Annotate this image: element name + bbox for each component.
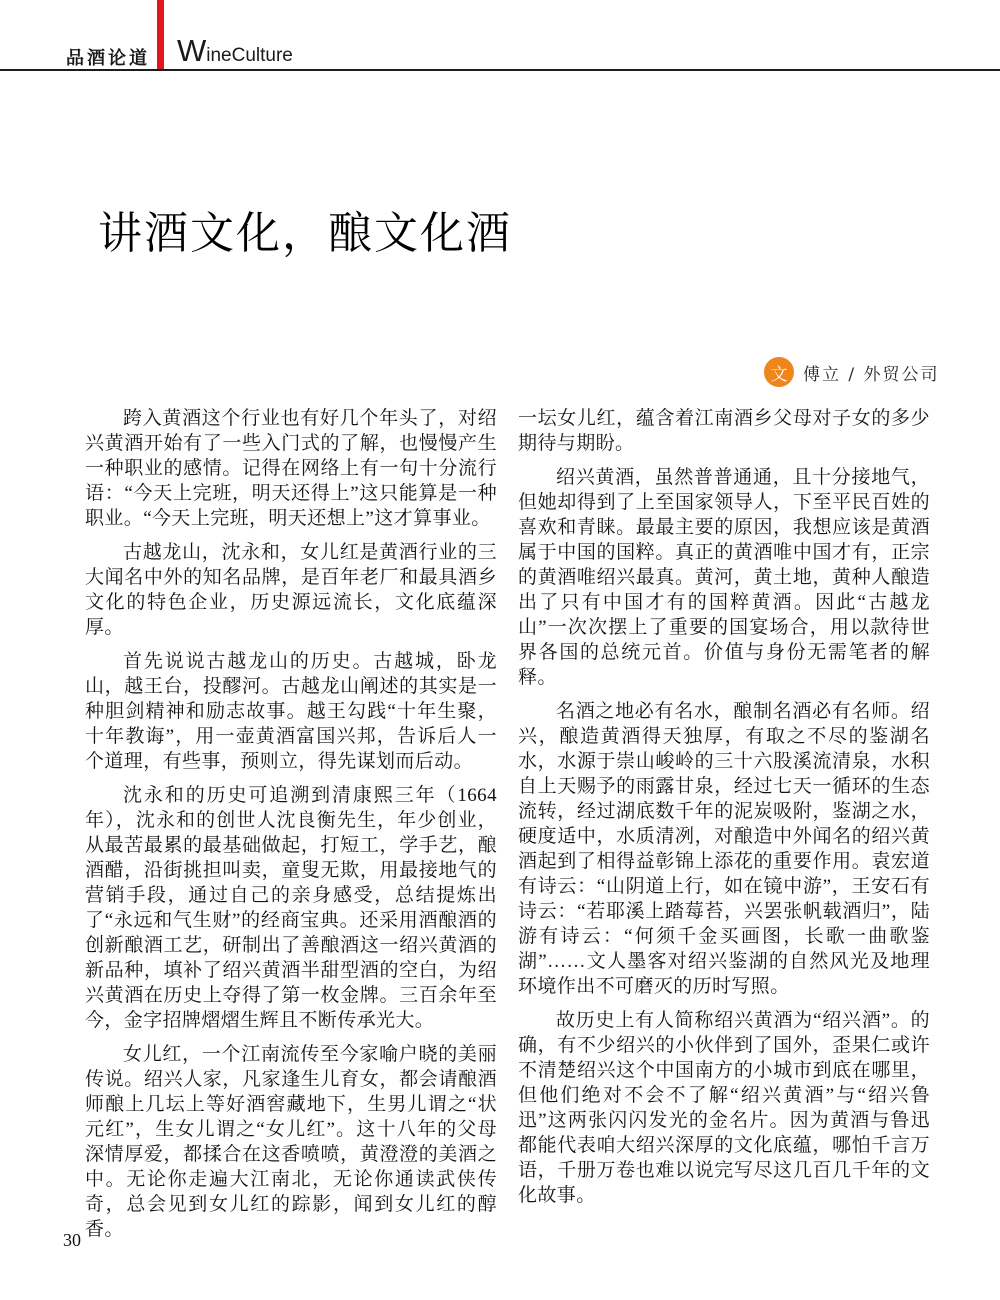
- article-title: 讲酒文化，酿文化酒: [98, 209, 512, 259]
- byline-author: 傅立 / 外贸公司: [803, 364, 940, 385]
- header-accent-bar: [157, 0, 164, 70]
- body-column-left: [85, 406, 497, 1251]
- body-paragraph: 名酒之地必有名水，酿制名酒必有名师。绍兴，酿造黄酒得天独厚，有取之不尽的鉴湖名水，水源于崇山峻岭的三十六股溪流清泉，水积自上天赐予的雨露甘泉，经过七天一循环的生态流转，经过湖底数千年的泥炭吸附，鉴湖之水，硬度适中，水质清冽，对酿造中外闻名的绍兴黄酒起到了相得益彰锦上添花的重要作用。袁宏道有诗云：“山阴道上行，如在镜中游”，王安石有诗云：“若耶溪上踏莓苔，兴罢张帆载酒归”，陆游有诗云：“何须千金买画图，长歌一曲歌鉴湖”……文人墨客对绍兴鉴湖的自然风光及地理环境作出不可磨灭的历时写照。: [518, 701, 930, 997]
- body-paragraph: 古越龙山，沈永和，女儿红是黄酒行业的三大闻名中外的知名品牌，是百年老厂和最具酒乡文化的特色企业，历史源远流长，文化底蕴深厚。: [85, 542, 497, 638]
- body-paragraph: 绍兴黄酒，虽然普普通通，且十分接地气，但她却得到了上至国家领导人，下至平民百姓的喜欢和青睐。最最主要的原因，我想应该是黄酒属于中国的国粹。真正的黄酒唯中国才有，正宗的黄酒唯绍兴最真。黄河，黄土地，黄种人酿造出了只有中国才有的国粹黄酒。因此“古越龙山”一次次摆上了重要的国宴场合，用以款待世界各国的总统元首。价值与身份无需笔者的解释。: [518, 467, 930, 688]
- author-wen-icon: 文: [764, 357, 794, 387]
- section-title-cn: 品酒论道: [66, 48, 150, 68]
- body-paragraph: 首先说说古越龙山的历史。古越城，卧龙山，越王台，投醪河。古越龙山阐述的其实是一种胆剑精神和励志故事。越王勾践“十年生聚，十年教诲”，用一壶黄酒富国兴邦，告诉后人一个道理，有些事，预则立，得先谋划而后动。: [85, 651, 497, 772]
- body-paragraph: 跨入黄酒这个行业也有好几个年头了，对绍兴黄酒开始有了一些入门式的了解，也慢慢产生一种职业的感情。记得在网络上有一句十分流行语：“今天上完班，明天还得上”这只能算是一种职业。“今天上完班，明天还想上”这才算事业。: [85, 408, 497, 529]
- body-paragraph: 沈永和的历史可追溯到清康熙三年（1664年），沈永和的创世人沈良衡先生，年少创业，从最苦最累的最基础做起，打短工，学手艺，酿酒醋，沿街挑担叫卖，童叟无欺，用最接地气的营销手段，通过自己的亲身感受，总结提炼出了“永远和气生财”的经商宝典。还采用酒酿酒的创新酿酒工艺，研制出了善酿酒这一绍兴黄酒的新品种，填补了绍兴黄酒半甜型酒的空白，为绍兴黄酒在历史上夺得了第一枚金牌。三百余年至今，金字招牌熠熠生辉且不断传承光大。: [85, 785, 497, 1031]
- body-paragraph: 女儿红，一个江南流传至今家喻户晓的美丽传说。绍兴人家，凡家逢生儿育女，都会请酿酒师酿上几坛上等好酒窖藏地下，生男儿谓之“状元红”，生女儿谓之“女儿红”。这十八年的父母深情厚爱，都揉合在这香喷喷，黄澄澄的美酒之中。无论你走遍大江南北，无论你通读武侠传奇，总会见到女儿红的踪影，闻到女儿红的醇香。: [85, 1044, 497, 1240]
- body-column-right: [518, 406, 930, 1217]
- byline: [764, 357, 940, 387]
- magazine-name: [177, 33, 293, 69]
- body-paragraph: 一坛女儿红，蕴含着江南酒乡父母对子女的多少期待与期盼。: [518, 408, 930, 454]
- magazine-name-rest: ineCulture: [206, 45, 293, 66]
- body-paragraph: 故历史上有人简称绍兴黄酒为“绍兴酒”。的确，有不少绍兴的小伙伴到了国外，歪果仁或许不清楚绍兴这个中国南方的小城市到底在哪里，但他们绝对不会不了解“绍兴黄酒”与“绍兴鲁迅”这两张闪闪发光的金名片。因为黄酒与鲁迅都能代表咱大绍兴深厚的文化底蕴，哪怕千言万语，千册万卷也难以说完写尽这几百几千年的文化故事。: [518, 1010, 930, 1206]
- page-number: 30: [63, 1230, 81, 1250]
- magazine-name-initial: W: [177, 33, 207, 68]
- header-rule: [0, 69, 1000, 71]
